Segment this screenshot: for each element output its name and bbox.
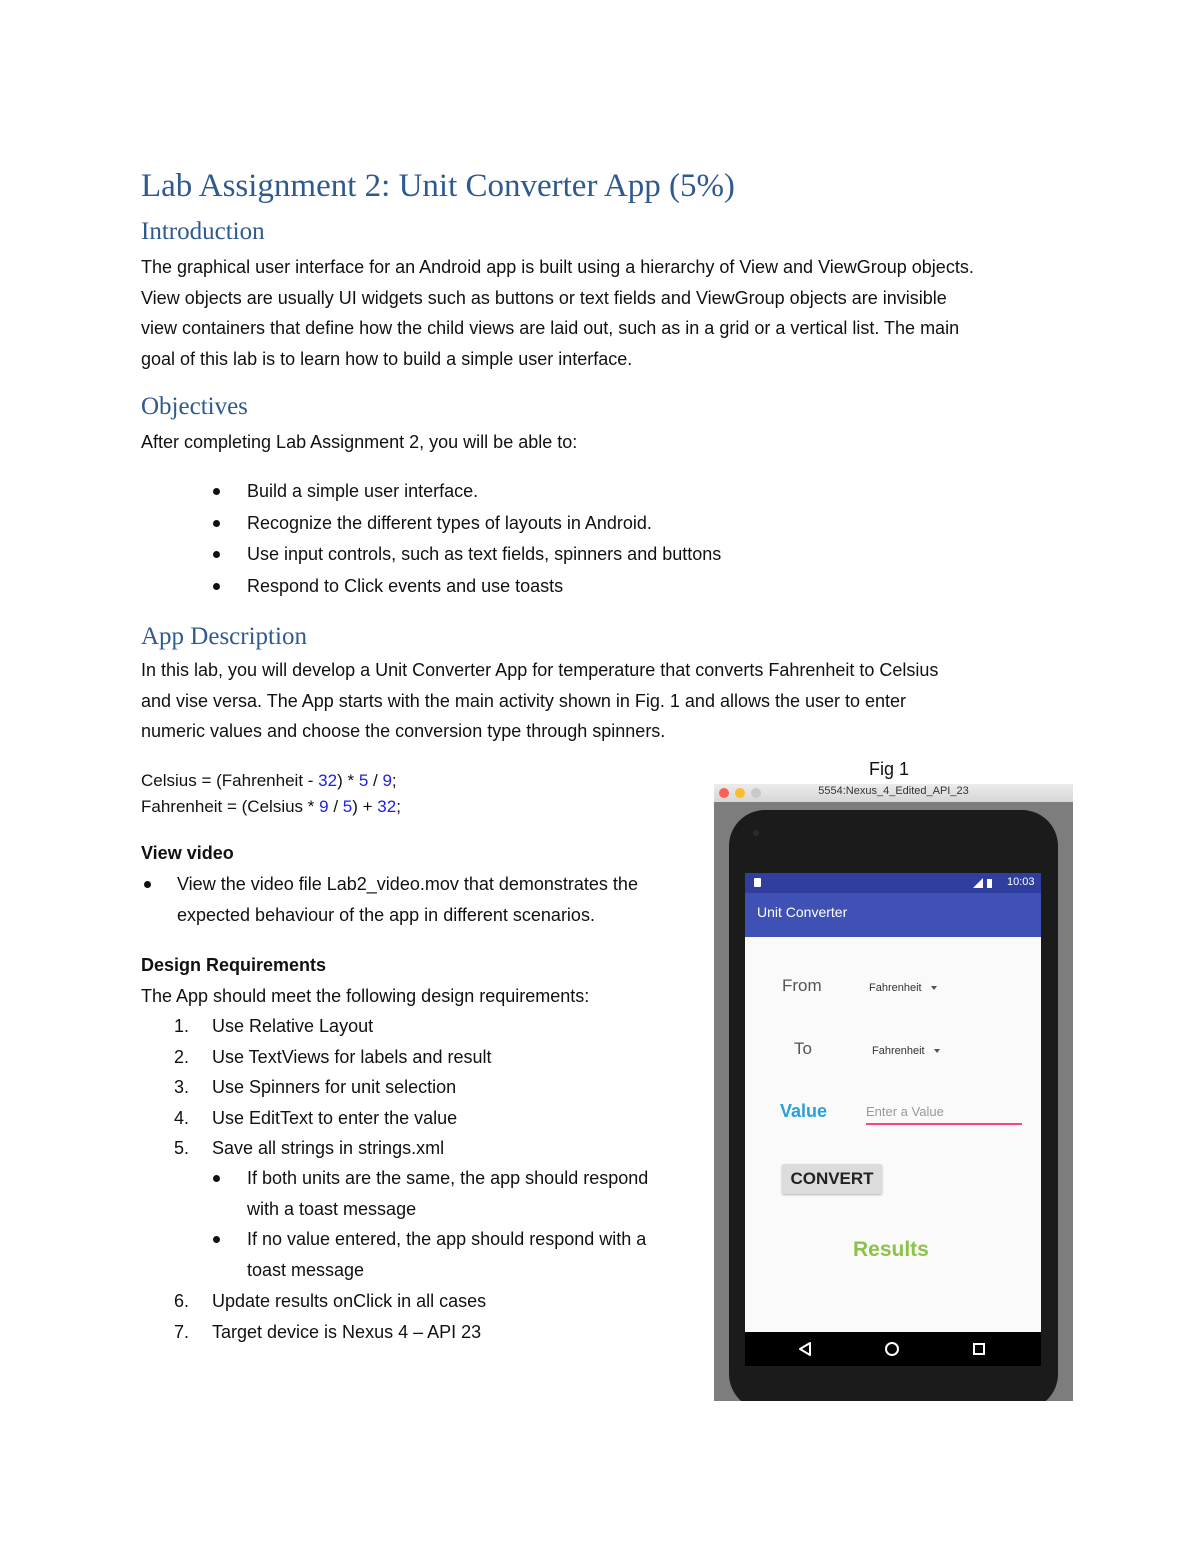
desc-line: In this lab, you will develop a Unit Converter App for temperature that converts Fahrenheit to Celsius xyxy=(141,660,939,680)
app-description-paragraph xyxy=(141,655,1071,747)
objectives-lead: After completing Lab Assignment 2, you will be able to: xyxy=(141,432,578,452)
list-item: If no value entered, the app should respond with a xyxy=(247,1224,648,1255)
home-icon[interactable] xyxy=(884,1341,900,1357)
app-bar xyxy=(745,893,1041,937)
phone-screen xyxy=(745,873,1041,1332)
chevron-down-icon xyxy=(934,1049,940,1053)
figure-caption: Fig 1 xyxy=(869,759,910,779)
introduction-paragraph xyxy=(141,252,1071,374)
value-input-hint: Enter a Value xyxy=(866,1104,944,1119)
back-icon[interactable] xyxy=(797,1341,813,1357)
app-description-heading: App Description xyxy=(141,623,307,650)
view-video-heading: View video xyxy=(141,843,234,863)
celsius-formula: Celsius = (Fahrenheit - 32) * 5 / 9; xyxy=(141,771,397,790)
signal-battery-icon xyxy=(973,877,995,889)
fahrenheit-formula: Fahrenheit = (Celsius * 9 / 5) + 32; xyxy=(141,797,401,816)
from-spinner-value: Fahrenheit xyxy=(869,982,922,994)
design-requirements-heading: Design Requirements xyxy=(141,955,327,975)
chevron-down-icon xyxy=(931,986,937,990)
intro-line: View objects are usually UI widgets such as buttons or text fields and ViewGroup objects are invisible xyxy=(141,287,947,308)
status-bar xyxy=(745,873,1041,893)
to-label: To xyxy=(794,1039,812,1058)
emulator-window-title: 5554:Nexus_4_Edited_API_23 xyxy=(818,785,969,797)
list-item: Recognize the different types of layouts in Android. xyxy=(247,508,721,540)
list-item: 2. Use TextViews for labels and result xyxy=(174,1046,492,1067)
list-item-continued: expected behaviour of the app in different scenarios. xyxy=(177,905,595,925)
from-label: From xyxy=(782,976,822,995)
emulator-screenshot xyxy=(714,784,1073,1401)
navigation-bar xyxy=(745,1332,1041,1366)
notification-icon xyxy=(754,878,761,887)
introduction-heading: Introduction xyxy=(141,218,265,245)
list-item: Respond to Click events and use toasts xyxy=(247,571,721,603)
design-sub-list xyxy=(247,1163,648,1285)
emulator-titlebar xyxy=(714,784,1073,802)
status-time: 10:03 xyxy=(1007,876,1035,888)
list-item: 3. Use Spinners for unit selection xyxy=(174,1077,457,1097)
value-label: Value xyxy=(780,1101,828,1121)
objectives-list xyxy=(247,476,721,602)
objectives-heading: Objectives xyxy=(141,393,248,420)
design-requirements-lead: The App should meet the following design requirements: xyxy=(141,986,590,1006)
desc-line: numeric values and choose the conversion type through spinners. xyxy=(141,721,666,741)
design-requirements-list xyxy=(174,1011,492,1164)
desc-line: and vise versa. The App starts with the main activity shown in Fig. 1 and allows the user to enter xyxy=(141,690,907,711)
to-spinner[interactable] xyxy=(872,1045,940,1057)
app-title: Unit Converter xyxy=(757,904,848,920)
intro-line: view containers that define how the child views are laid out, such as in a grid or a vertical list. The main xyxy=(141,318,960,338)
view-video-list xyxy=(177,869,638,931)
results-text: Results xyxy=(853,1238,929,1261)
recents-icon[interactable] xyxy=(971,1341,987,1357)
intro-line: The graphical user interface for an Android app is built using a hierarchy of View and ViewGroup objects. xyxy=(141,257,974,277)
design-requirements-list-continued xyxy=(174,1286,487,1347)
list-item: If both units are the same, the app should respond xyxy=(247,1163,648,1194)
intro-line: goal of this lab is to learn how to build a simple user interface. xyxy=(141,348,633,369)
list-item: 7. Target device is Nexus 4 – API 23 xyxy=(174,1321,482,1342)
list-item: Build a simple user interface. xyxy=(247,476,721,508)
list-item: 6. Update results onClick in all cases xyxy=(174,1291,487,1311)
list-item-continued: toast message xyxy=(247,1259,365,1280)
to-spinner-value: Fahrenheit xyxy=(872,1045,925,1057)
list-item: View the video file Lab2_video.mov that demonstrates the xyxy=(177,869,638,900)
document-title: Lab Assignment 2: Unit Converter App (5%) xyxy=(141,168,735,204)
list-item-continued: with a toast message xyxy=(247,1198,417,1219)
from-spinner[interactable] xyxy=(869,982,937,994)
value-input[interactable] xyxy=(866,1099,1022,1125)
list-item: 4. Use EditText to enter the value xyxy=(174,1107,458,1128)
list-item: 5. Save all strings in strings.xml xyxy=(174,1138,445,1158)
list-item: 1. Use Relative Layout xyxy=(174,1016,374,1036)
list-item: Use input controls, such as text fields, spinners and buttons xyxy=(247,539,721,571)
convert-button[interactable]: CONVERT xyxy=(782,1164,882,1194)
